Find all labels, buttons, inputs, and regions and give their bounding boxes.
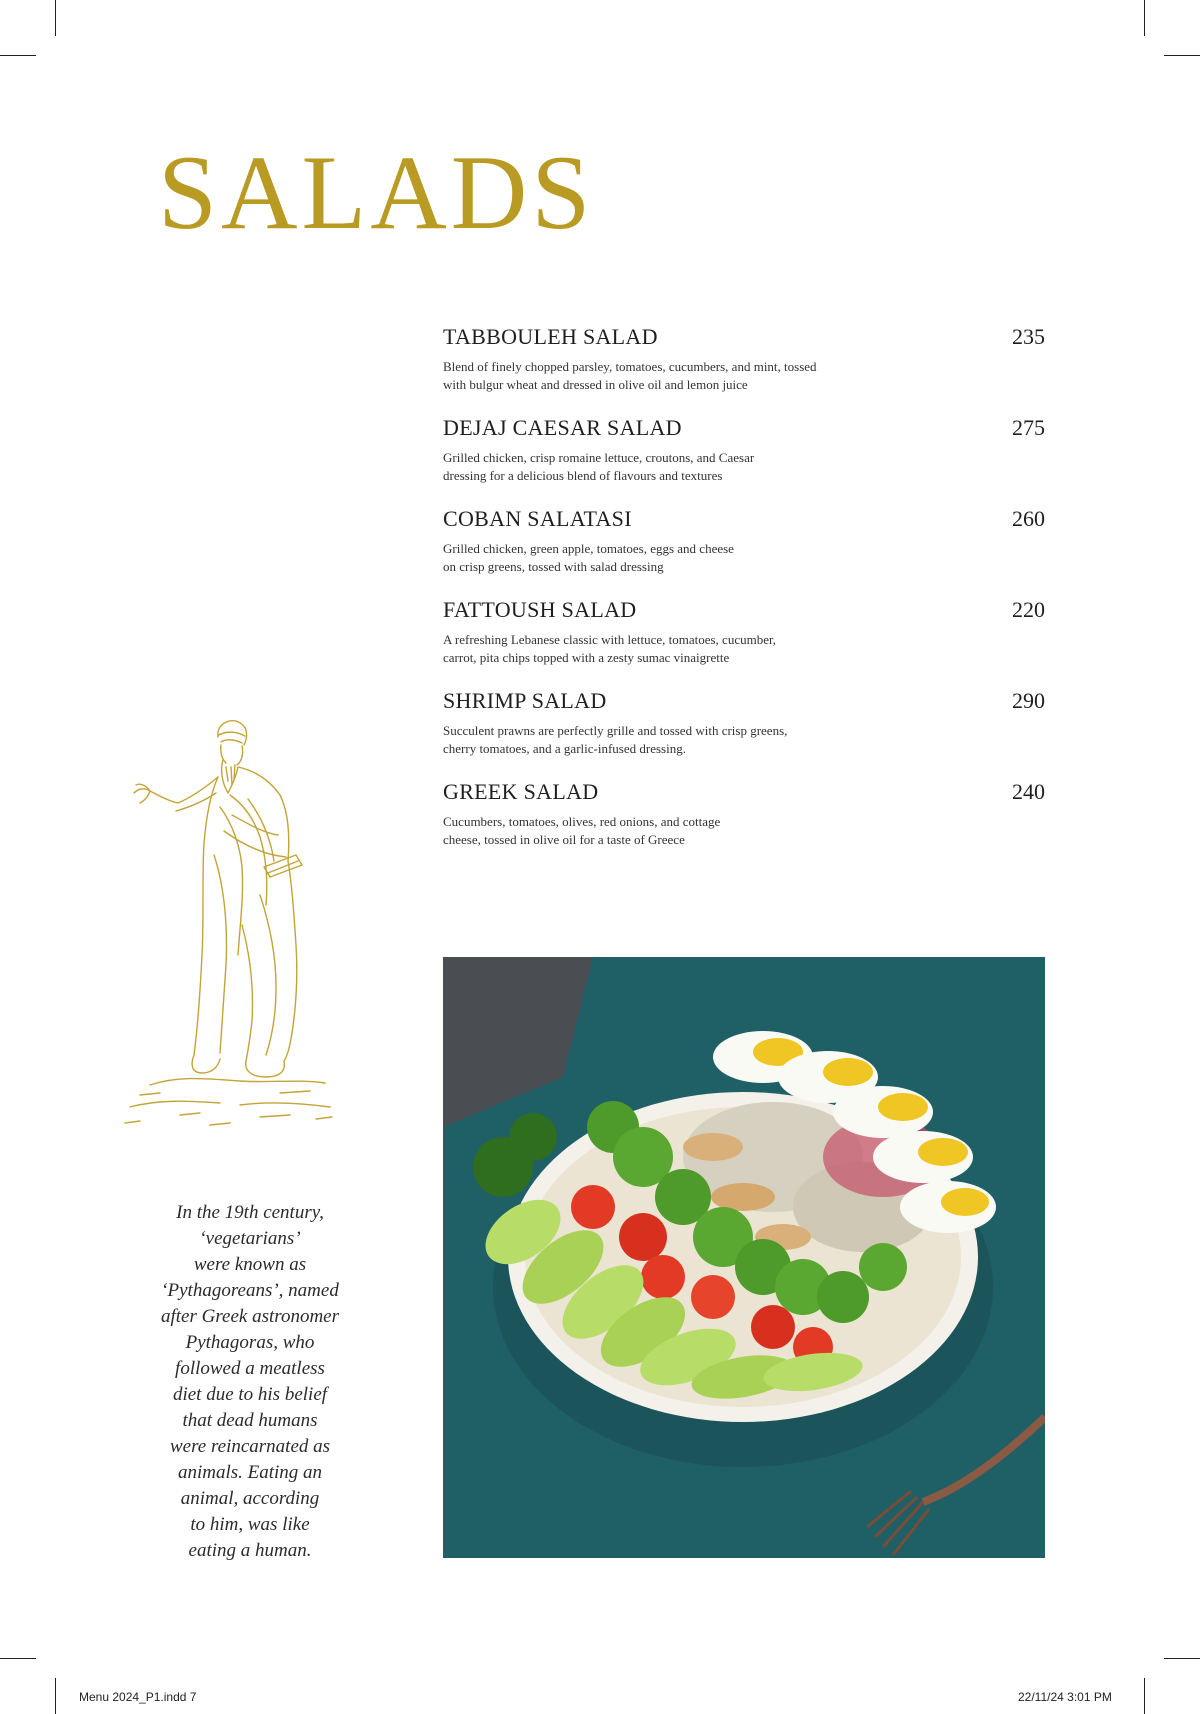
menu-item-description: Cucumbers, tomatoes, olives, red onions, and cottage cheese, tossed in olive oil for a taste of Greece xyxy=(443,814,721,847)
menu-item-price: 290 xyxy=(1012,688,1045,713)
menu-item-price: 260 xyxy=(1012,506,1045,531)
crop-mark xyxy=(55,1678,56,1714)
menu-item-price: 235 xyxy=(1012,324,1045,349)
salad-bowl-photo-icon xyxy=(443,957,1045,1558)
menu-item xyxy=(443,415,1045,506)
menu-item xyxy=(443,324,1045,415)
menu-item xyxy=(443,506,1045,597)
crop-mark xyxy=(0,1658,36,1659)
menu-item xyxy=(443,597,1045,688)
menu-item-description: Grilled chicken, crisp romaine lettuce, croutons, and Caesar dressing for a delicious blend of flavours and textures xyxy=(443,450,755,483)
crop-mark xyxy=(1144,1678,1145,1714)
menu-item xyxy=(443,688,1045,779)
date-slug: 22/11/24 3:01 PM xyxy=(1018,1690,1112,1704)
file-slug: Menu 2024_P1.indd 7 xyxy=(79,1690,197,1704)
philosopher-line-drawing-icon xyxy=(120,715,335,1185)
menu-item-price: 220 xyxy=(1012,597,1045,622)
menu-item-description: Succulent prawns are perfectly grille and tossed with crisp greens, cherry tomatoes, and a garlic-infused dressing. xyxy=(443,723,788,756)
quote-text: In the 19th century, ‘vegetarians’ were known as ‘Pythagoreans’, named after Greek astronomer Pythagoras, who followed a meatless diet due to his belief that dead humans were reincarnated as animals. Eating an animal, according to him, was like eating a human. xyxy=(160,1202,339,1561)
crop-mark xyxy=(1144,0,1145,36)
menu-list xyxy=(443,324,1045,870)
crop-mark xyxy=(1164,55,1200,56)
menu-item-name: COBAN SALATASI xyxy=(443,506,632,531)
menu-item-name: FATTOUSH SALAD xyxy=(443,597,637,622)
menu-item-description: Blend of finely chopped parsley, tomatoes, cucumbers, and mint, tossed with bulgur wheat and dressed in olive oil and lemon juice xyxy=(443,359,817,392)
menu-item xyxy=(443,779,1045,870)
menu-item-name: DEJAJ CAESAR SALAD xyxy=(443,415,682,440)
crop-mark xyxy=(0,55,36,56)
menu-item-name: SHRIMP SALAD xyxy=(443,688,607,713)
crop-mark xyxy=(55,0,56,36)
crop-mark xyxy=(1164,1658,1200,1659)
menu-item-description: A refreshing Lebanese classic with lettuce, tomatoes, cucumber, carrot, pita chips topped with a zesty sumac vinaigrette xyxy=(443,632,777,665)
menu-item-price: 240 xyxy=(1012,779,1045,804)
menu-item-name: GREEK SALAD xyxy=(443,779,599,804)
menu-item-price: 275 xyxy=(1012,415,1045,440)
menu-item-name: TABBOULEH SALAD xyxy=(443,324,658,349)
menu-item-description: Grilled chicken, green apple, tomatoes, eggs and cheese on crisp greens, tossed with salad dressing xyxy=(443,541,734,574)
page-title: SALADS xyxy=(158,134,595,251)
